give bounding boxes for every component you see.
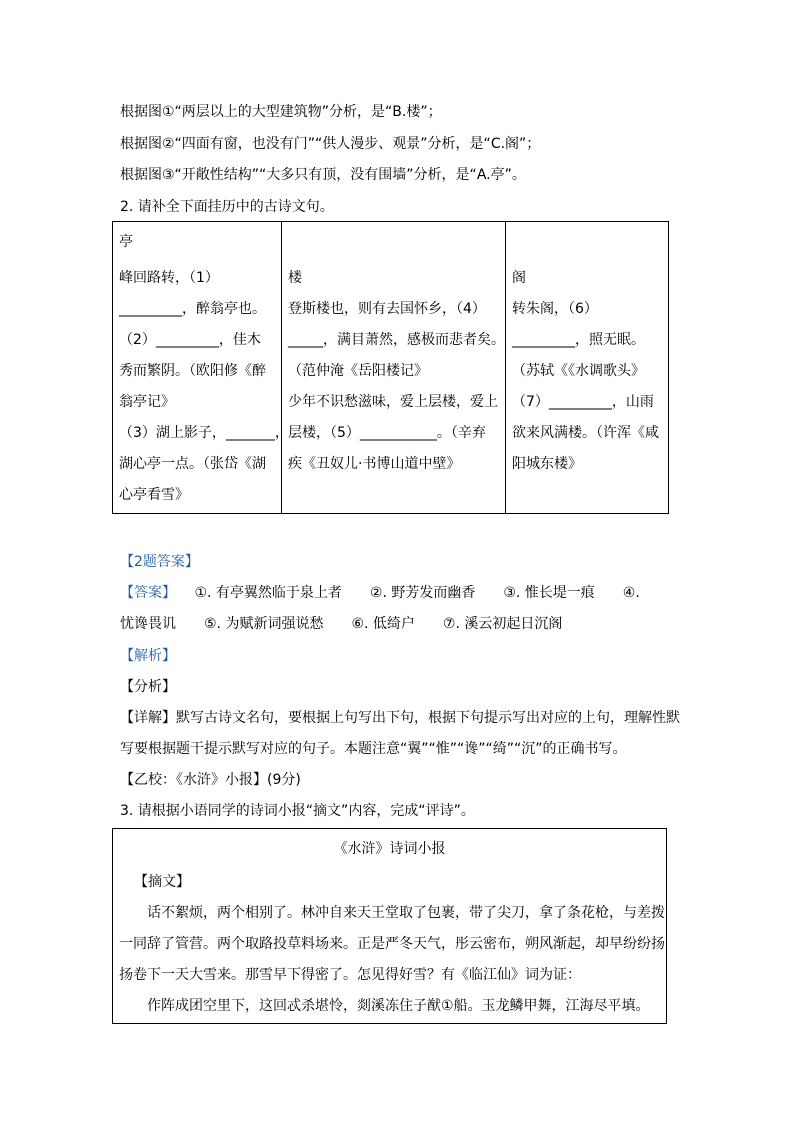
column-ting	[113, 222, 289, 514]
answer-line-2: 忧谗畏讥 ⑤. 为赋新词强说愁 ⑥. 低绮户 ⑦. 溪云初起日沉阁	[120, 616, 563, 632]
cell-text: （范仲淹《岳阳楼记》	[288, 363, 428, 379]
detail-text: 默写古诗文名句，要根据上句写出下句，根据下句提示写出对应的上句，理解性默	[176, 710, 680, 726]
intro-line-1: 根据图①“两层以上的大型建筑物”分析，是“B.楼”；	[120, 104, 442, 120]
cell-text: 层楼，（5）___________。（辛弃	[288, 425, 486, 441]
cell-text: 疾《丑奴儿·书博山道中壁》	[288, 456, 461, 472]
fenxi-label: 【分析】	[120, 679, 176, 695]
question-3-title: 3. 请根据小语同学的诗词小报“摘文”内容，完成“评诗”。	[120, 803, 475, 819]
intro-line-2: 根据图②“四面有窗，也没有门”“供人漫步、观景”分析，是“C.阁”；	[120, 136, 541, 152]
school-line: 【乙校：《水浒》小报】(9分)	[120, 772, 301, 788]
column-ge	[506, 222, 669, 514]
newspaper-box	[112, 828, 667, 1024]
question-2-title: 2. 请补全下面挂历中的古诗文句。	[120, 199, 334, 215]
cell-text: 心亭看雪》	[119, 487, 189, 503]
excerpt-paragraph-line: 话不絮烦，两个相别了。林冲自来天王堂取了包裹，带了尖刀，拿了条花枪，与差拨	[147, 905, 665, 921]
answer-text: ①. 有亭翼然临于泉上者 ②. 野芳发而幽香 ③. 惟长堤一痕 ④.	[194, 585, 640, 601]
cell-text: 转朱阁，（6）	[512, 301, 598, 317]
intro-line-3: 根据图③“开敞性结构”“大多只有顶，没有围墙”分析，是“A.亭”。	[120, 167, 526, 183]
cell-text: 欲来风满楼。（许浑《咸	[512, 425, 659, 441]
detail-line-2: 写要根据题干提示默写对应的句子。本题注意“翼”“惟”“谗”“绮”“沉”的正确书写。	[120, 741, 627, 757]
analysis-label: 【解析】	[120, 648, 176, 664]
cell-text: 峰回路转，（1）	[119, 270, 219, 286]
answer-label: 【答案】	[120, 585, 176, 601]
cell-text: （苏轼《《水调歌头》	[512, 363, 645, 379]
box-title: 《水浒》诗词小报	[333, 841, 446, 857]
excerpt-paragraph-line: 一同辞了管营。两个取路投草料场来。正是严冬天气，彤云密布，朔风渐起，却早纷纷扬	[119, 936, 665, 952]
cell-text: （2）_________，佳木	[119, 332, 261, 348]
cell-text: _____，满目萧然，感极而悲者矣。	[288, 332, 505, 348]
cell-text: 少年不识愁滋味，爱上层楼，爱上	[288, 394, 498, 410]
cell-text: 阳城东楼》	[512, 456, 582, 472]
cell-text: （7）_________，山雨	[512, 394, 654, 410]
cell-text: （3）湖上影子，_______，	[119, 425, 289, 441]
cell-text: 亭	[119, 234, 133, 250]
cell-text: 翁亭记》	[119, 394, 175, 410]
cell-text: _________，照无眠。	[512, 332, 645, 348]
cell-text: 楼	[288, 270, 302, 286]
excerpt-label: 【摘文】	[134, 874, 190, 890]
detail-line-1	[120, 708, 680, 728]
cell-text: 阁	[512, 270, 526, 286]
answer-header: 【2题答案】	[120, 554, 199, 570]
cell-text: 秀而繁阴。（欧阳修《醉	[119, 363, 266, 379]
excerpt-paragraph-line: 扬卷下一天大雪来。那雪早下得密了。怎见得好雪？有《临江仙》词为证：	[119, 967, 581, 983]
cell-text: _________，醉翁亭也。	[119, 301, 266, 317]
column-lou	[282, 222, 506, 514]
detail-label: 【详解】	[120, 710, 176, 726]
answer-line-1	[120, 583, 640, 603]
cell-text: 湖心亭一点。（张岱《湖	[119, 456, 266, 472]
cell-text: 登斯楼也，则有去国怀乡，（4）	[288, 301, 486, 317]
calendar-table	[112, 221, 669, 514]
excerpt-poem-line: 作阵成团空里下，这回忒杀堪怜，剡溪冻住子猷①船。玉龙鳞甲舞，江海尽平填。	[147, 998, 650, 1014]
